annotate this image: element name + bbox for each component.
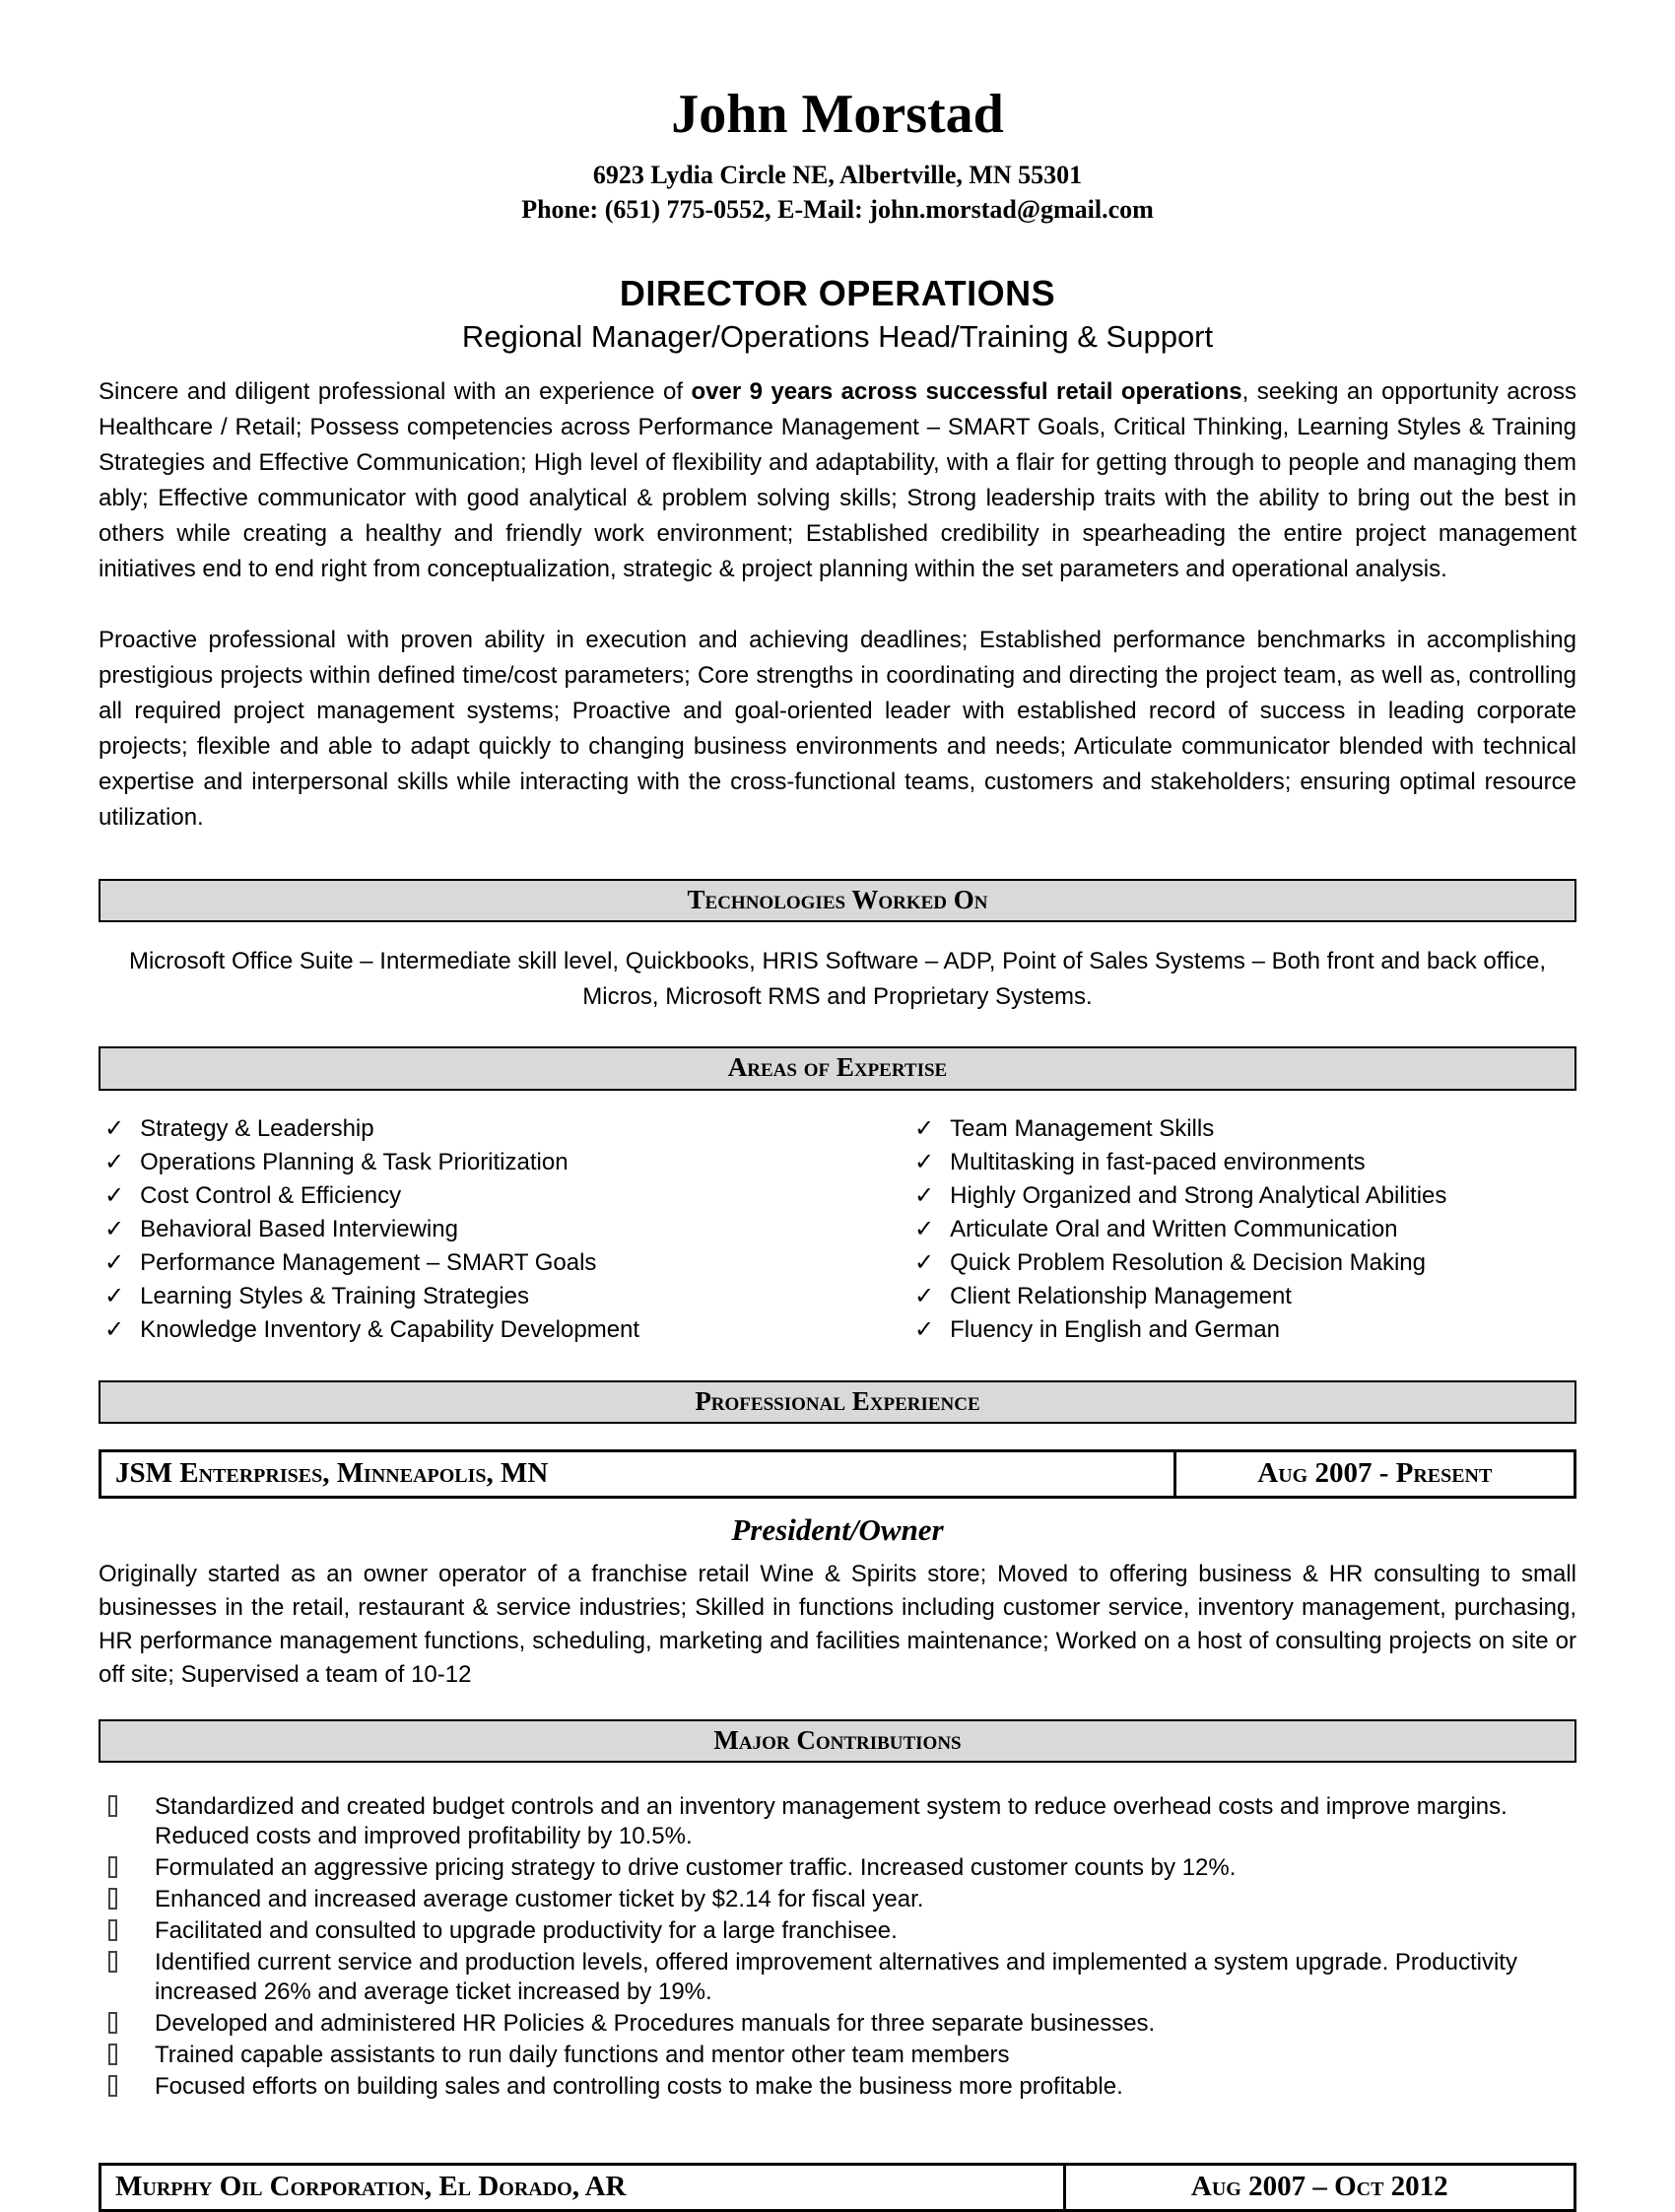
expertise-item-label: Team Management Skills: [950, 1114, 1215, 1142]
check-icon: ✓: [914, 1114, 935, 1142]
check-icon: ✓: [104, 1181, 125, 1209]
contribution-item-text: Facilitated and consulted to upgrade productivity for a large franchisee.: [155, 1916, 898, 1944]
expertise-item: [99, 1313, 838, 1347]
expertise-item: [908, 1179, 1576, 1213]
check-icon: ✓: [104, 1315, 125, 1343]
job-dates: Aug 2007 - Present: [1257, 1456, 1493, 1489]
expertise-item: [908, 1112, 1576, 1146]
contribution-item: [99, 2041, 1576, 2070]
contributions-list: [99, 1792, 1576, 2102]
expertise-item: [99, 1246, 838, 1280]
summary-paragraph-1: [99, 374, 1576, 587]
check-icon: ✓: [104, 1215, 125, 1242]
job-description: Originally started as an owner operator of a franchise retail Wine & Spirits store; Moved to offering business & HR consulting to small businesses in the retail, restaurant & service industries; Skilled in functions including customer service, inventory management, purchasing, HR performance management functions, scheduling, marketing and facilities maintenance; Worked on a host of consulting projects on site or off site; Supervised a team of 10-12: [99, 1560, 1576, 1688]
job-dates: Aug 2007 – Oct 2012: [1190, 2170, 1448, 2202]
expertise-columns: [99, 1112, 1576, 1347]
summary-p1-prefix: Sincere and diligent professional with an experience of: [99, 378, 692, 406]
job-company: Murphy Oil Corporation, El Dorado, AR: [101, 2166, 1066, 2209]
contribution-item: [99, 2072, 1576, 2102]
section-header-contributions-label: Major Contributions: [713, 1724, 962, 1755]
expertise-item: [99, 1280, 838, 1313]
expertise-item-label: Strategy & Leadership: [140, 1114, 374, 1142]
check-icon: ✓: [104, 1114, 125, 1142]
section-header-technologies: [99, 879, 1576, 922]
expertise-item-label: Operations Planning & Task Prioritization: [140, 1148, 569, 1175]
candidate-contact: Phone: (651) 775-0552, E-Mail: john.morstad@gmail.com: [521, 195, 1154, 225]
expertise-item-label: Knowledge Inventory & Capability Development: [140, 1315, 640, 1343]
expertise-item-label: Cost Control & Efficiency: [140, 1181, 402, 1209]
check-icon: ✓: [914, 1315, 935, 1343]
expertise-item: [908, 1146, 1576, 1179]
check-icon: ✓: [914, 1148, 935, 1175]
expertise-item-label: Multitasking in fast-paced environments: [950, 1148, 1366, 1175]
check-icon: ✓: [104, 1248, 125, 1276]
missing-glyph-bullet-icon: [108, 1919, 117, 1941]
expertise-column-left: [99, 1112, 838, 1347]
expertise-item-label: Behavioral Based Interviewing: [140, 1215, 458, 1242]
section-header-contributions: [99, 1719, 1576, 1763]
expertise-item: [99, 1213, 838, 1246]
section-header-expertise-label: Areas of Expertise: [727, 1052, 948, 1083]
section-header-experience-label: Professional Experience: [695, 1385, 980, 1416]
missing-glyph-bullet-icon: [108, 1951, 117, 1973]
candidate-address: 6923 Lydia Circle NE, Albertville, MN 55301: [592, 160, 1083, 189]
check-icon: ✓: [104, 1148, 125, 1175]
expertise-item: [908, 1280, 1576, 1313]
contribution-item-text: Standardized and created budget controls and an inventory management system to reduce overhead costs and improve margins. Reduced costs and improved profitability by 10.5%.: [155, 1792, 1508, 1849]
expertise-item-label: Fluency in English and German: [950, 1315, 1280, 1343]
contribution-item-text: Developed and administered HR Policies & Procedures manuals for three separate businesses.: [155, 2009, 1156, 2037]
expertise-item: [908, 1313, 1576, 1347]
expertise-item-label: Quick Problem Resolution & Decision Making: [950, 1248, 1426, 1276]
resume-title: DIRECTOR OPERATIONS: [619, 273, 1056, 314]
contribution-item: [99, 2009, 1576, 2039]
expertise-item: [99, 1146, 838, 1179]
missing-glyph-bullet-icon: [108, 2044, 117, 2065]
contribution-item: [99, 1916, 1576, 1946]
contribution-item: [99, 1948, 1576, 2007]
contribution-item: [99, 1853, 1576, 1883]
job-header-row-murphy: [99, 2163, 1576, 2212]
expertise-column-right: [838, 1112, 1576, 1347]
missing-glyph-bullet-icon: [108, 2075, 117, 2097]
candidate-name: John Morstad: [671, 84, 1004, 145]
missing-glyph-bullet-icon: [108, 1888, 117, 1910]
section-header-technologies-label: Technologies Worked On: [687, 885, 988, 915]
contribution-item-text: Enhanced and increased average customer ticket by $2.14 for fiscal year.: [155, 1885, 924, 1912]
section-header-expertise: [99, 1046, 1576, 1090]
check-icon: ✓: [914, 1181, 935, 1209]
check-icon: ✓: [914, 1215, 935, 1242]
contribution-item-text: Trained capable assistants to run daily functions and mentor other team members: [155, 2041, 1010, 2068]
expertise-item-label: Learning Styles & Training Strategies: [140, 1282, 529, 1309]
summary-paragraph-2: Proactive professional with proven ability in execution and achieving deadlines; Established performance benchmarks in accomplishing prestigious projects within defined time/cost parameters; Core strengths in coordinating and directing the project team, as well as, controlling all required project management systems; Proactive and goal-oriented leader with established record of success in leading corporate projects; flexible and able to adapt quickly to changing business environments and needs; Articulate communicator blended with technical expertise and interpersonal skills while interacting with the cross-functional teams, customers and stakeholders; ensuring optimal resource utilization.: [99, 627, 1576, 832]
contribution-item-text: Identified current service and production levels, offered improvement alternatives and implemented a system upgrade. Productivity increased 26% and average ticket increased by 19%.: [155, 1948, 1517, 2005]
resume-subtitle: Regional Manager/Operations Head/Training & Support: [461, 319, 1214, 355]
summary-p1-bold: over 9 years across successful retail operations: [691, 378, 1242, 406]
contribution-item: [99, 1792, 1576, 1851]
expertise-item-label: Client Relationship Management: [950, 1282, 1292, 1309]
job-role-title: President/Owner: [731, 1511, 944, 1547]
technologies-body: Microsoft Office Suite – Intermediate skill level, Quickbooks, HRIS Software – ADP, Point of Sales Systems – Both front and back office, Micros, Microsoft RMS and Proprietary Systems.: [128, 948, 1546, 1011]
job-header-row-jsm: [99, 1449, 1576, 1499]
summary-p1-suffix: , seeking an opportunity across Healthcare / Retail; Possess competencies across Performance Management – SMART Goals, Critical Thinking, Learning Styles & Training Strategies and Effective Communication; High level of flexibility and adaptability, with a flair for getting through to people and managing them ably; Effective communicator with good analytical & problem solving skills; Strong leadership traits with the ability to bring out the best in others while creating a healthy and friendly work environment; Established credibility in spearheading the entire project management initiatives end to end right from conceptualization, strategic & project planning within the set parameters and operational analysis.: [99, 378, 1576, 583]
contribution-item-text: Formulated an aggressive pricing strategy to drive customer traffic. Increased customer counts by 12%.: [155, 1853, 1237, 1881]
expertise-item: [908, 1213, 1576, 1246]
contribution-item: [99, 1885, 1576, 1914]
check-icon: ✓: [104, 1282, 125, 1309]
missing-glyph-bullet-icon: [108, 2012, 117, 2034]
expertise-item-label: Performance Management – SMART Goals: [140, 1248, 597, 1276]
expertise-item: [99, 1112, 838, 1146]
expertise-item-label: Highly Organized and Strong Analytical Abilities: [950, 1181, 1447, 1209]
expertise-item: [908, 1246, 1576, 1280]
check-icon: ✓: [914, 1282, 935, 1309]
missing-glyph-bullet-icon: [108, 1795, 117, 1817]
check-icon: ✓: [914, 1248, 935, 1276]
contribution-item-text: Focused efforts on building sales and controlling costs to make the business more profitable.: [155, 2072, 1123, 2100]
section-header-experience: [99, 1380, 1576, 1424]
expertise-item: [99, 1179, 838, 1213]
missing-glyph-bullet-icon: [108, 1856, 117, 1878]
expertise-item-label: Articulate Oral and Written Communication: [950, 1215, 1398, 1242]
job-company: JSM Enterprises, Minneapolis, MN: [101, 1452, 1176, 1496]
